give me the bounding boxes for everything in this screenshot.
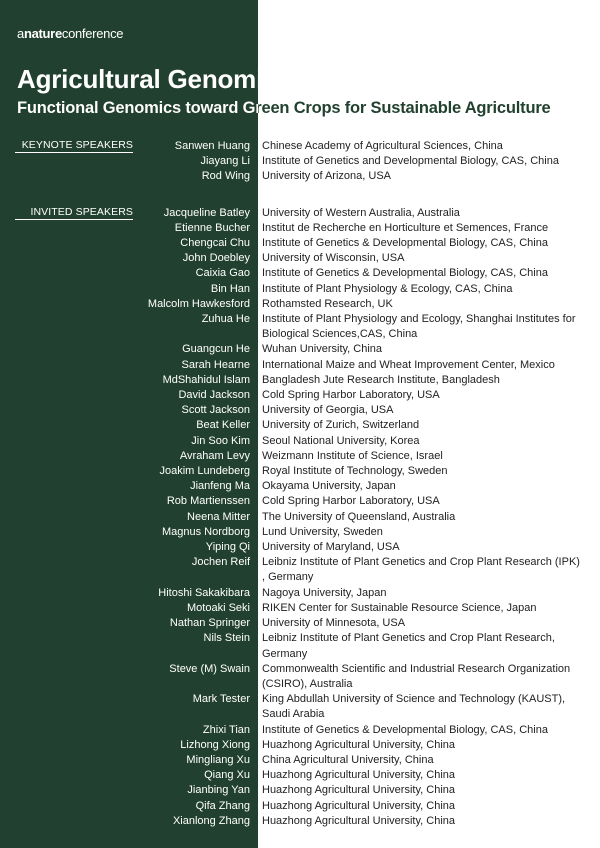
speaker-affiliation: University of Wisconsin, USA — [262, 252, 405, 265]
speaker-affiliation: Huazhong Agricultural University, China — [262, 738, 455, 751]
speaker-affiliation: China Agricultural University, China — [262, 753, 434, 766]
speaker-name: John Doebley — [182, 252, 250, 265]
keynote-section — [0, 139, 600, 185]
speaker-affiliation: Commonwealth Scientific and Industrial Research Organization (CSIRO), Australia — [262, 662, 571, 690]
speaker-row — [0, 342, 600, 357]
speaker-row — [0, 434, 600, 449]
speaker-affiliation: Institute of Plant Physiology & Ecology, CAS, China — [262, 282, 513, 295]
speaker-affiliation: Rothamsted Research, UK — [262, 297, 393, 310]
speaker-row — [0, 139, 600, 154]
speaker-name: Lizhong Xiong — [180, 738, 250, 751]
speaker-name: Nils Stein — [203, 632, 250, 645]
speaker-row — [0, 282, 600, 297]
speaker-affiliation: Huazhong Agricultural University, China — [262, 799, 455, 812]
speaker-name: Yiping Qi — [205, 541, 250, 554]
speaker-row — [0, 388, 600, 403]
speaker-affiliation: University of Maryland, USA — [262, 541, 400, 554]
brand-nature: nature — [23, 26, 62, 41]
speaker-row — [0, 312, 600, 342]
speaker-affiliation: Huazhong Agricultural University, China — [262, 769, 455, 782]
speaker-affiliation: King Abdullah University of Science and Technology (KAUST), Saudi Arabia — [262, 693, 566, 721]
speaker-affiliation: Institut de Recherche en Horticulture et Semences, France — [262, 221, 549, 234]
speaker-affiliation: Weizmann Institute of Science, Israel — [262, 449, 443, 462]
speaker-row — [0, 616, 600, 631]
speaker-row — [0, 814, 600, 829]
speaker-row — [0, 464, 600, 479]
speaker-affiliation: Lund University, Sweden — [262, 525, 383, 538]
speaker-name: Bin Han — [210, 282, 250, 295]
speaker-row — [0, 449, 600, 464]
speaker-row — [0, 358, 600, 373]
speaker-row — [0, 601, 600, 616]
speaker-row — [0, 723, 600, 738]
speaker-row — [0, 297, 600, 312]
speaker-affiliation: Institute of Genetics & Developmental Biology, CAS, China — [262, 237, 548, 250]
speaker-name: Jin Soo Kim — [191, 434, 250, 447]
speaker-name: Zuhua He — [201, 313, 250, 326]
speaker-row — [0, 555, 600, 585]
speaker-row — [0, 662, 600, 692]
speaker-list — [0, 139, 600, 829]
speaker-row — [0, 586, 600, 601]
speaker-name: Xianlong Zhang — [172, 814, 250, 827]
speaker-name: Jianfeng Ma — [190, 480, 250, 493]
speaker-name: Etienne Bucher — [174, 221, 250, 234]
speaker-affiliation: Wuhan University, China — [262, 343, 383, 356]
speaker-affiliation: RIKEN Center for Sustainable Resource Science, Japan — [262, 601, 537, 614]
speaker-affiliation: University of Arizona, USA — [262, 170, 391, 183]
speaker-affiliation: Leibniz Institute of Plant Genetics and Crop Plant Research, Germany — [262, 632, 555, 660]
speaker-row — [0, 418, 600, 433]
speaker-affiliation: University of Western Australia, Australia — [262, 206, 460, 219]
speaker-affiliation: Institute of Plant Physiology and Ecology, Shanghai Institutes for Biological Sciences,CAS, China — [262, 313, 576, 341]
speaker-row — [0, 403, 600, 418]
speaker-row — [0, 768, 600, 783]
speaker-affiliation: Huazhong Agricultural University, China — [262, 814, 455, 827]
speaker-name: Guangcun He — [182, 343, 250, 356]
speaker-affiliation: University of Zurich, Switzerland — [262, 419, 420, 432]
page-title: Agricultural Genomics 2017: — [17, 64, 365, 94]
speaker-row — [0, 631, 600, 661]
speaker-name: Sarah Hearne — [181, 358, 250, 371]
speaker-name: Mark Tester — [192, 693, 250, 706]
speaker-affiliation: University of Georgia, USA — [262, 404, 394, 417]
speaker-name: Nathan Springer — [169, 617, 250, 630]
speaker-name: Jiayang Li — [200, 155, 250, 168]
speaker-name: Hitoshi Sakakibara — [158, 586, 250, 599]
speaker-name: Zhixi Tian — [202, 723, 250, 736]
speaker-name: David Jackson — [178, 389, 250, 402]
speaker-affiliation: Okayama University, Japan — [262, 480, 396, 493]
speaker-affiliation: University of Minnesota, USA — [262, 617, 406, 630]
speaker-row — [0, 236, 600, 251]
speaker-row — [0, 799, 600, 814]
speaker-name: Rod Wing — [201, 170, 250, 183]
speaker-affiliation: Chinese Academy of Agricultural Sciences, China — [262, 140, 503, 152]
speaker-affiliation: Bangladesh Jute Research Institute, Bangladesh — [262, 373, 500, 386]
speaker-affiliation: Nagoya University, Japan — [262, 586, 387, 599]
speaker-name: Avraham Levy — [179, 449, 250, 462]
speaker-name: Sanwen Huang — [174, 140, 250, 152]
speaker-affiliation: Cold Spring Harbor Laboratory, USA — [262, 495, 440, 508]
speaker-name: Chengcai Chu — [180, 237, 250, 250]
speaker-affiliation: Royal Institute of Technology, Sweden — [262, 465, 448, 478]
speaker-name: Neena Mitter — [187, 510, 250, 523]
speaker-row — [0, 169, 600, 184]
speaker-name: Malcolm Hawkesford — [147, 297, 250, 310]
speaker-name: Jianbing Yan — [187, 784, 250, 797]
speaker-affiliation: Huazhong Agricultural University, China — [262, 784, 455, 797]
speaker-name: MdShahidul Islam — [162, 373, 250, 386]
speaker-row — [0, 692, 600, 722]
keynote-heading: KEYNOTE SPEAKERS — [15, 139, 133, 153]
speaker-name: Rob Martienssen — [166, 495, 250, 508]
speaker-affiliation: International Maize and Wheat Improvement Center, Mexico — [262, 358, 555, 371]
speaker-affiliation: Institute of Genetics and Developmental Biology, CAS, China — [262, 155, 559, 168]
speaker-affiliation: Leibniz Institute of Plant Genetics and Crop Plant Research (IPK) , Germany — [262, 556, 580, 584]
speaker-name: Beat Keller — [196, 419, 250, 432]
speaker-name: Joakim Lundeberg — [159, 465, 250, 478]
speaker-row — [0, 373, 600, 388]
speaker-row — [0, 540, 600, 555]
page-subtitle: Functional Genomics toward Green Crops for Sustainable Agriculture — [17, 99, 551, 117]
speaker-row — [0, 221, 600, 236]
speaker-row — [0, 479, 600, 494]
speaker-row — [0, 251, 600, 266]
speaker-name: Qiang Xu — [204, 769, 250, 782]
speaker-name: Magnus Nordborg — [161, 525, 250, 538]
speaker-name: Mingliang Xu — [186, 753, 250, 766]
speaker-row — [0, 783, 600, 798]
brand-prefix: a — [17, 26, 24, 41]
speaker-affiliation: Seoul National University, Korea — [262, 434, 420, 447]
speaker-name: Motoaki Seki — [187, 601, 250, 614]
speaker-row — [0, 494, 600, 509]
speaker-row — [0, 510, 600, 525]
speaker-name: Scott Jackson — [181, 404, 250, 417]
speaker-name: Caixia Gao — [195, 267, 250, 280]
speaker-name: Qifa Zhang — [195, 799, 250, 812]
speaker-affiliation: The University of Queensland, Australia — [262, 510, 456, 523]
speaker-row — [0, 206, 600, 221]
brand-logo — [17, 26, 123, 41]
speaker-row — [0, 525, 600, 540]
speaker-affiliation: Cold Spring Harbor Laboratory, USA — [262, 389, 440, 402]
speaker-name: Jochen Reif — [191, 556, 250, 569]
speaker-row — [0, 753, 600, 768]
speaker-name: Steve (M) Swain — [169, 662, 250, 675]
brand-suffix: conference — [61, 26, 124, 41]
speaker-row — [0, 738, 600, 753]
invited-heading: INVITED SPEAKERS — [15, 206, 133, 220]
speaker-affiliation: Institute of Genetics & Developmental Biology, CAS, China — [262, 723, 548, 736]
speaker-row — [0, 266, 600, 281]
speaker-row — [0, 154, 600, 169]
invited-section — [0, 206, 600, 829]
speaker-affiliation: Institute of Genetics & Developmental Biology, CAS, China — [262, 267, 548, 280]
speaker-name: Jacqueline Batley — [163, 206, 250, 219]
